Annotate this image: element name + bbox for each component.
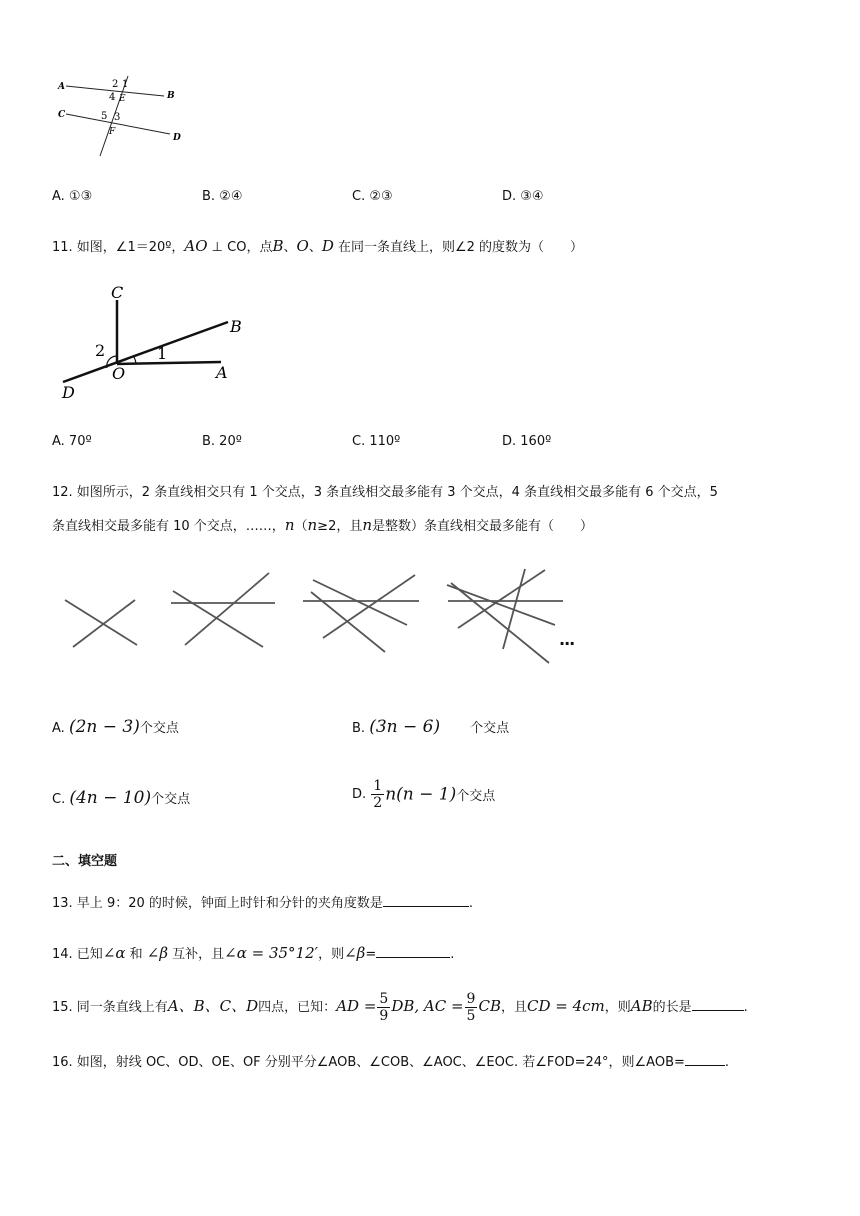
group-5-lines — [447, 569, 563, 663]
q14-end: . — [450, 947, 455, 962]
q13-end: . — [468, 896, 474, 911]
q12-option-a-label: A. — [52, 721, 65, 736]
fig11-label-c: C — [111, 283, 124, 302]
q14-pre: 14. 已知 — [52, 947, 103, 962]
q16-answer-blank[interactable] — [685, 1065, 725, 1066]
q12-n: n — [284, 516, 295, 534]
q12-n2: n — [307, 516, 318, 534]
figure-q12-intersecting-lines — [55, 565, 585, 675]
figure-q10-parallel-lines — [52, 70, 192, 160]
q12-option-d-label: D. — [352, 787, 367, 802]
question-12-line1: 12. 如图所示，2 条直线相交只有 1 个交点，3 条直线相交最多能有 3 个交点，4 条直线相交最多能有 6 个交点，5 — [52, 485, 718, 500]
q12-figure-ellipsis: ··· — [559, 634, 575, 653]
fig10-label-2: 2 — [112, 79, 119, 90]
q12-option-d-suffix: 个交点 — [456, 789, 496, 804]
q10-option-c: C. ②③ — [352, 189, 393, 204]
q12-line2-pre: 条直线相交最多能有 10 个交点，……， — [52, 519, 285, 534]
q12-cond-pre: （ — [294, 519, 308, 534]
figure-q11-angles — [56, 280, 256, 405]
q11-option-c: C. 110º — [352, 434, 401, 449]
q13-answer-blank[interactable] — [383, 906, 469, 907]
question-12-line2 — [52, 515, 593, 537]
q12-cond-suffix: 是整数）条直线相交最多能有（ ） — [372, 519, 594, 534]
fig11-label-o: O — [112, 364, 126, 383]
q11-sep1: 、 — [283, 240, 297, 255]
fig11-label-2: 2 — [95, 341, 106, 360]
q11-ao: AO — [184, 237, 208, 255]
q15-ab: AB — [630, 997, 653, 1015]
q16-end: . — [724, 1055, 730, 1070]
q11-perp: ⊥ CO，点 — [207, 240, 273, 255]
q12-option-d-fraction — [371, 778, 384, 811]
q16-text: 16. 如图，射线 OC、OD、OE、OF 分别平分∠AOB、∠COB、∠AOC、∠EOC. 若∠FOD=24°，则∠AOB= — [52, 1055, 685, 1070]
question-15 — [52, 986, 748, 1028]
q10-option-b: B. ②④ — [202, 189, 243, 204]
q11-sep2: 、 — [308, 240, 322, 255]
ray-oa — [117, 362, 221, 364]
fig10-label-e: E — [119, 94, 126, 104]
q12-option-c — [52, 788, 190, 808]
q14-equation: ∠α = 35°12′ — [224, 944, 319, 962]
q12-option-a-suffix: 个交点 — [139, 721, 179, 736]
q15-f1-num: 5 — [379, 991, 389, 1007]
q11-point-d: D — [321, 237, 334, 255]
question-13 — [52, 894, 473, 914]
q12-cond-mid: ≥2，且 — [317, 519, 363, 534]
q12-option-b — [352, 717, 509, 737]
fig11-label-d: D — [62, 383, 75, 402]
q11-point-b: B — [272, 237, 284, 255]
section-fill-in-title: 二、填空题 — [52, 854, 118, 869]
q15-points: A、B、C、D — [167, 997, 259, 1015]
q11-option-a: A. 70º — [52, 434, 92, 449]
q12-option-c-expr: (4n − 10) — [69, 788, 152, 808]
group-4-lines — [303, 575, 419, 652]
fig10-label-1: 1 — [122, 79, 129, 90]
q14-beta2: ∠β — [344, 944, 366, 962]
fig10-label-d: D — [173, 133, 181, 143]
q14-beta: ∠β — [146, 944, 169, 962]
q12-option-d — [352, 778, 495, 811]
fig10-label-5: 5 — [101, 111, 108, 122]
fig10-label-f: F — [109, 127, 116, 137]
q15-f1-den: 9 — [379, 1008, 389, 1024]
fig10-label-b: B — [167, 91, 175, 101]
fig11-label-b: B — [230, 317, 242, 336]
q15-cb: CB — [478, 997, 501, 1015]
q14-mid3: ，则 — [318, 947, 345, 962]
q12-option-b-label: B. — [352, 721, 366, 736]
q11-option-b: B. 20º — [202, 434, 242, 449]
q11-prefix: 11. 如图，∠1＝20º， — [52, 240, 185, 255]
q15-suffix: 的长是 — [652, 1000, 692, 1015]
q15-end: . — [743, 1000, 748, 1015]
q15-db: DB, AC = — [391, 997, 464, 1015]
q11-suffix: 在同一条直线上，则∠2 的度数为（ ） — [333, 240, 584, 255]
question-16 — [52, 1053, 729, 1073]
line-db — [63, 322, 228, 382]
q11-option-d: D. 160º — [502, 434, 552, 449]
q15-fraction-1 — [377, 991, 390, 1024]
q12-option-b-suffix: 个交点 — [470, 721, 510, 736]
fig10-label-3: 3 — [114, 112, 121, 123]
question-11 — [52, 236, 583, 258]
q12-option-d-den: 2 — [373, 795, 383, 811]
q12-option-a — [52, 717, 179, 737]
q15-cd: CD = 4cm — [526, 997, 605, 1015]
q12-option-d-num: 1 — [373, 778, 383, 794]
q15-mid2: ，且 — [500, 1000, 527, 1015]
q10-option-d: D. ③④ — [502, 189, 544, 204]
q15-ad: AD = — [336, 997, 377, 1015]
q13-text: 13. 早上 9：20 的时候，钟面上时针和分针的夹角度数是 — [52, 896, 383, 911]
fig10-label-c: C — [58, 110, 66, 120]
question-14 — [52, 943, 454, 965]
q12-option-b-expr: (3n − 6) — [369, 717, 441, 737]
q15-answer-blank[interactable] — [692, 1010, 744, 1011]
q12-option-c-label: C. — [52, 792, 66, 807]
fig11-label-1: 1 — [157, 344, 168, 363]
q12-option-c-suffix: 个交点 — [151, 792, 191, 807]
q15-pre: 15. 同一条直线上有 — [52, 1000, 168, 1015]
fig11-label-a: A — [216, 363, 228, 382]
q14-mid1: 和 — [125, 947, 147, 962]
q14-answer-blank[interactable] — [376, 957, 450, 958]
q12-option-a-expr: (2n − 3) — [68, 717, 140, 737]
q14-alpha: ∠α — [102, 944, 126, 962]
fig10-label-4: 4 — [109, 92, 116, 103]
q15-f2-num: 9 — [466, 991, 476, 1007]
q12-option-d-expr: n(n − 1) — [385, 784, 457, 805]
q15-fraction-2 — [465, 991, 478, 1024]
q15-f2-den: 5 — [466, 1008, 476, 1024]
group-2-lines — [65, 600, 137, 647]
fig10-label-a: A — [58, 82, 65, 92]
group-3-lines — [171, 573, 275, 647]
q15-mid: 四点，已知： — [258, 1000, 337, 1015]
q15-mid3: ，则 — [604, 1000, 631, 1015]
q12-n3: n — [362, 516, 373, 534]
q10-option-a: A. ①③ — [52, 189, 93, 204]
q14-equals: = — [365, 947, 377, 962]
q14-mid2: 互补，且 — [168, 947, 225, 962]
q11-point-o: O — [296, 237, 309, 255]
